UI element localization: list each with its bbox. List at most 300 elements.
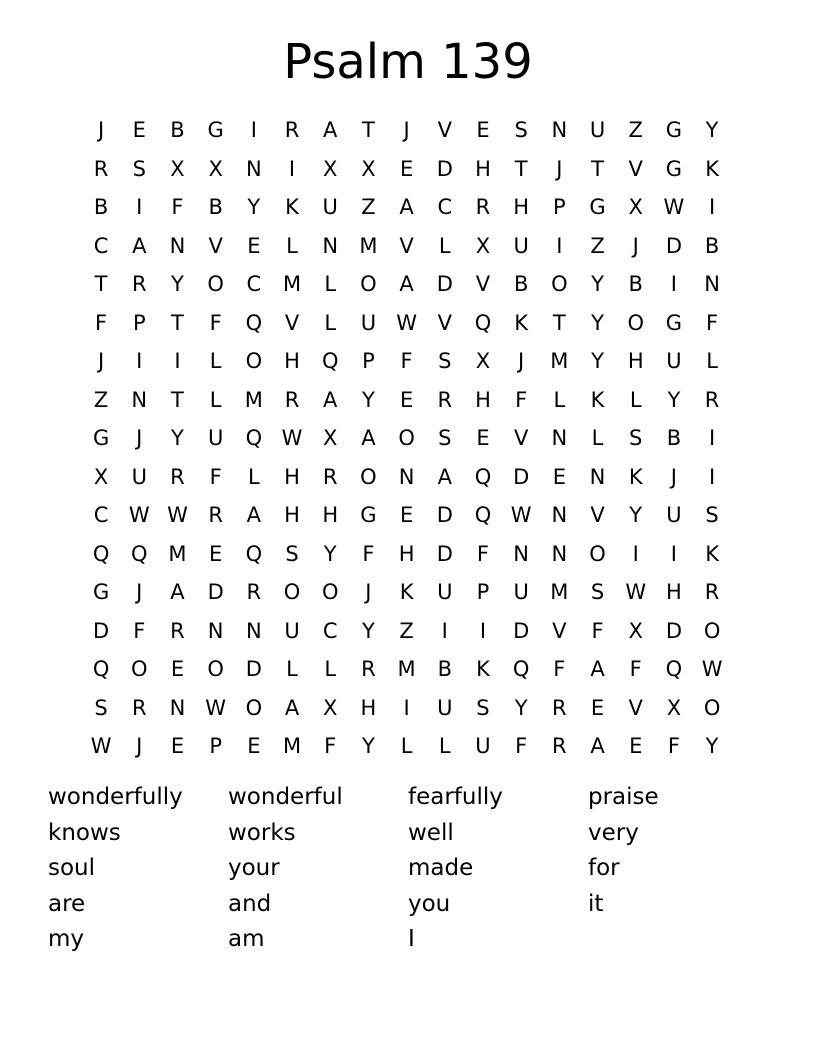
grid-cell: E <box>399 503 414 527</box>
grid-cell: A <box>323 387 338 412</box>
grid-cell: H <box>322 503 339 527</box>
grid-cell: M <box>550 580 569 604</box>
grid-cell: R <box>284 387 300 412</box>
grid-row <box>82 188 732 227</box>
grid-cell: R <box>475 195 491 219</box>
grid-cell: I <box>136 349 143 373</box>
grid-cell: I <box>670 272 677 296</box>
grid-cell: O <box>703 695 721 720</box>
grid-cell: G <box>92 580 110 604</box>
grid-cell: E <box>399 387 414 412</box>
grid-cell: D <box>436 272 453 296</box>
grid-cell: X <box>323 695 338 720</box>
grid-cell: T <box>591 156 604 181</box>
grid-cell: O <box>245 349 263 373</box>
grid-cell: K <box>285 195 299 219</box>
grid-cell: L <box>286 233 298 258</box>
grid-cell: N <box>513 541 530 566</box>
grid-cell: S <box>132 156 146 181</box>
grid-cell: I <box>441 618 448 643</box>
grid-cell: J <box>518 349 525 373</box>
grid-cell: M <box>397 657 416 681</box>
grid-cell: R <box>437 387 453 412</box>
grid-cell: K <box>514 310 529 335</box>
grid-cell: Q <box>92 657 110 681</box>
grid-cell: D <box>513 464 530 489</box>
word-list <box>48 780 768 958</box>
grid-cell: N <box>245 156 262 181</box>
grid-row <box>82 650 732 689</box>
grid-cell: P <box>362 349 375 373</box>
grid-cell: X <box>475 233 491 258</box>
grid-cell: U <box>513 233 529 258</box>
grid-cell: V <box>284 310 300 335</box>
grid-cell: J <box>556 156 563 181</box>
grid-cell: F <box>324 734 337 758</box>
grid-cell: R <box>704 387 720 412</box>
grid-cell: Q <box>321 349 339 373</box>
word-list-item: fearfully <box>408 784 503 810</box>
word-list-item: made <box>408 855 474 881</box>
grid-cell: J <box>97 349 105 373</box>
grid-cell: B <box>170 118 185 142</box>
grid-cell: F <box>629 657 642 681</box>
grid-cell: E <box>209 541 223 566</box>
word-list-item: praise <box>588 784 659 810</box>
grid-cell: V <box>208 233 223 258</box>
grid-cell: R <box>361 657 376 681</box>
grid-cell: X <box>361 156 376 181</box>
grid-cell: P <box>132 310 146 335</box>
grid-cell: G <box>665 156 683 181</box>
grid-cell: T <box>171 387 184 412</box>
grid-cell: L <box>209 387 222 412</box>
grid-cell: E <box>476 118 490 142</box>
grid-cell: B <box>628 272 643 296</box>
grid-cell: I <box>670 541 677 566</box>
grid-cell: H <box>284 503 300 527</box>
grid-cell: U <box>589 118 606 142</box>
grid-cell: N <box>131 387 148 412</box>
grid-cell: F <box>706 310 719 335</box>
word-list-item: wonderfully <box>48 784 183 810</box>
grid-cell: S <box>94 695 108 720</box>
word-list-item: am <box>228 926 265 952</box>
grid-cell: A <box>399 195 414 219</box>
grid-cell: W <box>663 195 685 219</box>
grid-cell: Y <box>705 118 719 142</box>
page-title: Psalm 139 <box>283 34 533 90</box>
grid-cell: U <box>360 310 377 335</box>
grid-cell: H <box>398 541 415 566</box>
grid-cell: T <box>94 272 108 296</box>
grid-cell: B <box>437 657 452 681</box>
grid-cell: Y <box>591 272 604 296</box>
grid-cell: H <box>627 349 644 373</box>
grid-cell: W <box>167 503 188 527</box>
grid-cell: E <box>170 657 185 681</box>
grid-cell: C <box>437 195 453 219</box>
grid-cell: S <box>705 503 719 527</box>
grid-cell: L <box>324 657 337 681</box>
grid-cell: F <box>515 734 528 758</box>
word-list-item: well <box>408 819 454 846</box>
grid-cell: Z <box>590 233 605 258</box>
grid-cell: Y <box>514 695 528 720</box>
grid-cell: O <box>360 272 377 296</box>
grid-cell: N <box>398 464 415 489</box>
grid-cell: B <box>513 272 529 296</box>
grid-cell: R <box>208 503 223 527</box>
grid-row <box>82 150 732 189</box>
grid-cell: Y <box>361 618 375 643</box>
grid-cell: P <box>553 195 566 219</box>
grid-cell: O <box>551 272 568 296</box>
word-list-item: I <box>408 926 415 952</box>
grid-cell: E <box>629 734 643 758</box>
grid-cell: W <box>510 503 532 527</box>
grid-cell: R <box>131 695 147 720</box>
grid-cell: Z <box>93 387 109 412</box>
grid-cell: K <box>399 580 414 604</box>
grid-cell: K <box>705 156 719 181</box>
grid-cell: N <box>322 233 339 258</box>
grid-cell: O <box>245 695 263 720</box>
grid-cell: I <box>288 156 296 181</box>
grid-cell: S <box>476 695 490 720</box>
grid-cell: J <box>136 580 143 604</box>
grid-cell: D <box>436 156 453 181</box>
grid-row <box>82 689 732 728</box>
grid-row <box>82 381 732 420</box>
grid-cell: I <box>250 118 257 142</box>
grid-cell: F <box>209 310 222 335</box>
grid-cell: V <box>628 156 643 181</box>
grid-cell: V <box>590 503 605 527</box>
grid-cell: R <box>704 580 720 604</box>
grid-cell: R <box>322 464 338 489</box>
grid-cell: M <box>168 541 187 566</box>
grid-cell: O <box>207 657 224 681</box>
grid-cell: H <box>284 464 300 489</box>
grid-cell: C <box>246 272 262 296</box>
grid-cell: S <box>285 541 299 566</box>
grid-cell: F <box>209 464 222 489</box>
grid-row <box>82 342 732 381</box>
grid-cell: F <box>133 618 146 643</box>
grid-cell: N <box>169 695 186 720</box>
grid-cell: M <box>359 233 378 258</box>
grid-cell: A <box>246 503 262 527</box>
grid-cell: L <box>286 657 298 681</box>
grid-cell: J <box>97 118 105 142</box>
grid-cell: J <box>136 426 143 450</box>
grid-cell: Z <box>361 195 376 219</box>
grid-cell: I <box>708 464 716 489</box>
grid-cell: F <box>95 310 108 335</box>
grid-cell: N <box>551 426 568 450</box>
grid-cell: J <box>365 580 372 604</box>
word-list-item: works <box>228 819 296 846</box>
grid-cell: E <box>552 464 566 489</box>
grid-cell: R <box>170 464 185 489</box>
grid-cell: X <box>628 195 643 219</box>
grid-cell: Y <box>247 195 261 219</box>
grid-cell: A <box>132 233 147 258</box>
grid-cell: O <box>360 464 377 489</box>
grid-cell: A <box>170 580 185 604</box>
grid-cell: T <box>514 156 528 181</box>
grid-cell: J <box>632 233 639 258</box>
grid-cell: W <box>701 657 723 681</box>
grid-row <box>82 419 732 458</box>
letter-grid <box>82 111 732 766</box>
grid-cell: X <box>628 618 643 643</box>
grid-cell: G <box>665 310 683 335</box>
grid-cell: I <box>174 349 181 373</box>
grid-cell: D <box>513 618 530 643</box>
grid-cell: S <box>629 426 643 450</box>
grid-cell: S <box>438 349 452 373</box>
grid-cell: N <box>245 618 262 643</box>
grid-cell: W <box>396 310 417 335</box>
grid-row <box>82 304 732 343</box>
grid-cell: I <box>708 426 716 450</box>
grid-cell: O <box>398 426 415 450</box>
grid-cell: Y <box>667 387 681 412</box>
grid-cell: F <box>171 195 184 219</box>
grid-cell: U <box>475 734 491 758</box>
grid-cell: R <box>284 118 300 142</box>
grid-cell: A <box>399 272 414 296</box>
grid-cell: Y <box>361 387 375 412</box>
grid-cell: L <box>438 233 451 258</box>
grid-cell: X <box>323 426 338 450</box>
grid-cell: L <box>629 387 642 412</box>
grid-cell: Q <box>512 657 530 681</box>
grid-row <box>82 573 732 612</box>
grid-cell: H <box>360 695 377 720</box>
grid-cell: V <box>399 233 414 258</box>
grid-cell: F <box>591 618 604 643</box>
grid-cell: L <box>209 349 222 373</box>
grid-cell: R <box>552 695 567 720</box>
grid-cell: X <box>93 464 109 489</box>
grid-cell: I <box>479 618 487 643</box>
grid-cell: L <box>324 310 337 335</box>
grid-cell: L <box>400 734 413 758</box>
grid-cell: S <box>590 580 605 604</box>
grid-cell: X <box>475 349 491 373</box>
word-list-item: for <box>588 855 620 881</box>
grid-cell: R <box>93 156 109 181</box>
word-list-item: my <box>48 926 85 952</box>
grid-cell: U <box>284 618 300 643</box>
grid-cell: F <box>362 541 375 566</box>
grid-cell: N <box>207 618 224 643</box>
grid-cell: L <box>247 464 260 489</box>
grid-cell: N <box>551 541 568 566</box>
grid-cell: E <box>399 156 414 181</box>
grid-cell: U <box>513 580 529 604</box>
grid-cell: V <box>513 426 529 450</box>
grid-cell: N <box>589 464 606 489</box>
grid-row <box>82 496 732 535</box>
grid-cell: T <box>552 310 566 335</box>
grid-cell: D <box>207 580 224 604</box>
grid-cell: Q <box>474 503 492 527</box>
grid-cell: B <box>93 195 109 219</box>
grid-cell: H <box>513 195 530 219</box>
grid-cell: K <box>590 387 605 412</box>
grid-cell: W <box>281 426 303 450</box>
grid-cell: U <box>437 695 453 720</box>
grid-cell: R <box>246 580 262 604</box>
grid-cell: H <box>475 156 491 181</box>
grid-cell: G <box>589 195 606 219</box>
grid-cell: M <box>282 734 302 758</box>
grid-cell: W <box>128 503 150 527</box>
grid-cell: Y <box>591 310 604 335</box>
grid-cell: O <box>627 310 644 335</box>
grid-cell: U <box>207 426 224 450</box>
grid-row <box>82 227 732 266</box>
grid-cell: E <box>590 695 605 720</box>
grid-cell: K <box>476 657 490 681</box>
grid-cell: D <box>665 233 682 258</box>
word-list-item: and <box>228 890 272 917</box>
grid-row <box>82 727 732 766</box>
grid-cell: D <box>93 618 110 643</box>
grid-cell: V <box>437 310 452 335</box>
grid-cell: H <box>284 349 300 373</box>
grid-cell: V <box>552 618 567 643</box>
grid-cell: F <box>515 387 528 412</box>
grid-cell: Q <box>474 464 492 489</box>
grid-cell: Q <box>245 541 263 566</box>
grid-cell: Q <box>245 426 263 450</box>
word-list-item: very <box>588 819 639 846</box>
grid-cell: C <box>93 233 109 258</box>
grid-cell: U <box>666 503 682 527</box>
word-list-item: are <box>48 890 86 917</box>
grid-cell: Q <box>245 310 263 335</box>
grid-cell: D <box>245 657 262 681</box>
grid-cell: K <box>705 541 719 566</box>
grid-cell: B <box>666 426 682 450</box>
grid-cell: J <box>403 118 410 142</box>
word-list-item: you <box>408 890 451 917</box>
grid-cell: R <box>131 272 147 296</box>
grid-cell: Y <box>323 541 337 566</box>
grid-cell: L <box>438 734 451 758</box>
grid-cell: I <box>632 541 639 566</box>
grid-cell: B <box>208 195 223 219</box>
word-list-item: soul <box>48 855 96 881</box>
grid-cell: I <box>136 195 143 219</box>
word-list-item: wonderful <box>228 784 343 810</box>
grid-cell: V <box>628 695 643 720</box>
grid-cell: W <box>625 580 647 604</box>
grid-cell: L <box>324 272 337 296</box>
grid-cell: T <box>361 118 375 142</box>
grid-cell: Z <box>399 618 414 643</box>
grid-cell: W <box>90 734 112 758</box>
grid-cell: F <box>553 657 566 681</box>
grid-cell: Q <box>474 310 492 335</box>
grid-cell: M <box>244 387 263 412</box>
grid-cell: N <box>551 503 568 527</box>
grid-cell: V <box>437 118 452 142</box>
grid-cell: O <box>703 618 721 643</box>
grid-cell: B <box>704 233 720 258</box>
grid-cell: A <box>590 657 605 681</box>
grid-cell: E <box>476 426 490 450</box>
grid-cell: S <box>514 118 528 142</box>
grid-cell: O <box>131 657 148 681</box>
grid-cell: G <box>207 118 224 142</box>
grid-cell: I <box>556 233 563 258</box>
grid-cell: A <box>323 118 338 142</box>
grid-cell: N <box>704 272 720 296</box>
grid-cell: Q <box>665 657 683 681</box>
grid-cell: Y <box>171 272 184 296</box>
grid-cell: D <box>436 503 453 527</box>
grid-cell: T <box>171 310 184 335</box>
grid-cell: A <box>590 734 605 758</box>
grid-cell: M <box>550 349 569 373</box>
grid-cell: F <box>400 349 413 373</box>
grid-cell: O <box>589 541 606 566</box>
grid-cell: P <box>209 734 222 758</box>
grid-cell: U <box>131 464 147 489</box>
grid-cell: M <box>282 272 302 296</box>
grid-cell: D <box>436 541 453 566</box>
grid-cell: V <box>475 272 491 296</box>
grid-cell: U <box>666 349 682 373</box>
grid-cell: L <box>706 349 718 373</box>
grid-cell: D <box>665 618 682 643</box>
grid-cell: Y <box>361 734 375 758</box>
grid-cell: P <box>476 580 490 604</box>
grid-cell: H <box>475 387 491 412</box>
grid-cell: L <box>553 387 566 412</box>
grid-cell: Y <box>591 349 604 373</box>
grid-cell: Q <box>131 541 148 566</box>
grid-cell: O <box>321 580 339 604</box>
grid-cell: C <box>93 503 109 527</box>
grid-cell: Z <box>628 118 643 142</box>
grid-cell: W <box>205 695 227 720</box>
grid-cell: C <box>322 618 338 643</box>
grid-cell: G <box>665 118 683 142</box>
grid-cell: O <box>207 272 224 296</box>
grid-row <box>82 458 732 497</box>
grid-cell: R <box>170 618 185 643</box>
grid-cell: E <box>247 233 261 258</box>
grid-cell: X <box>170 156 185 181</box>
grid-cell: A <box>361 426 376 450</box>
grid-cell: N <box>169 233 186 258</box>
grid-cell: N <box>551 118 568 142</box>
grid-cell: K <box>628 464 643 489</box>
grid-row <box>82 265 732 304</box>
grid-cell: F <box>667 734 680 758</box>
grid-cell: E <box>247 734 261 758</box>
grid-cell: J <box>670 464 677 489</box>
grid-cell: E <box>170 734 185 758</box>
grid-cell: E <box>132 118 146 142</box>
